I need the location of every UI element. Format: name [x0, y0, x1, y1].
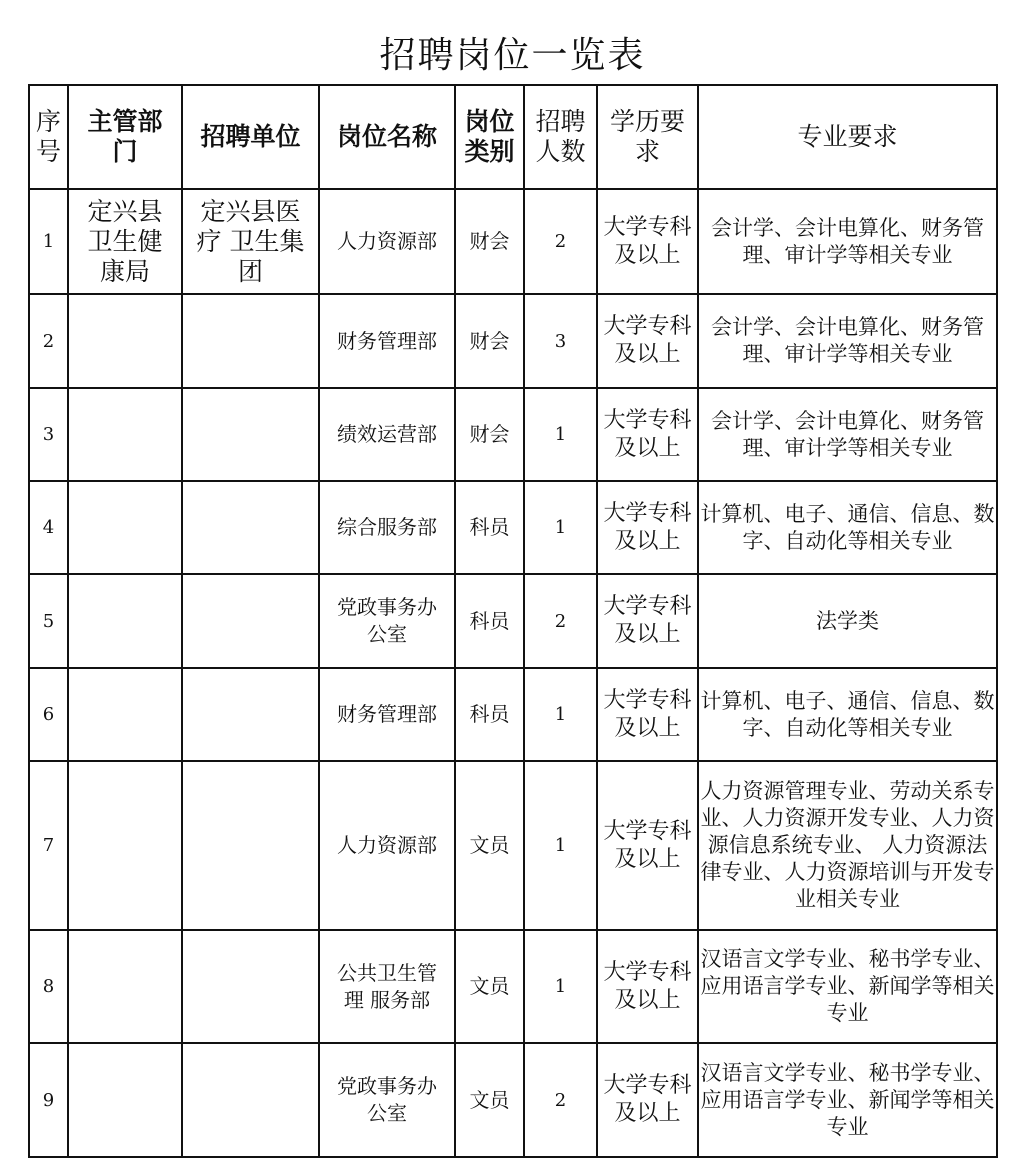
count-cell: 1 — [524, 668, 597, 761]
row-number: 7 — [29, 761, 68, 930]
header-category: 岗位类别 — [455, 85, 524, 189]
unit-cell: 定兴县医疗 卫生集团 — [182, 189, 319, 294]
unit-cell-empty — [182, 1043, 319, 1157]
education-cell: 大学专科 及以上 — [597, 668, 698, 761]
dept-cell-empty — [68, 930, 182, 1043]
major-cell: 人力资源管理专业、劳动关系专业、人力资源开发专业、人力资源信息系统专业、 人力资源法律专业、人力资源培训与开发专业相关专业 — [698, 761, 997, 930]
position-cell: 人力资源部 — [319, 189, 455, 294]
position-cell: 党政事务办公室 — [319, 574, 455, 668]
count-cell: 1 — [524, 481, 597, 574]
count-cell: 2 — [524, 1043, 597, 1157]
major-cell: 法学类 — [698, 574, 997, 668]
category-cell: 科员 — [455, 574, 524, 668]
table-row — [29, 574, 997, 668]
education-cell: 大学专科 及以上 — [597, 388, 698, 481]
unit-cell-empty — [182, 481, 319, 574]
dept-cell-empty — [68, 668, 182, 761]
category-cell: 财会 — [455, 294, 524, 388]
position-cell: 财务管理部 — [319, 294, 455, 388]
position-cell: 绩效运营部 — [319, 388, 455, 481]
dept-cell-empty — [68, 294, 182, 388]
category-cell: 科员 — [455, 668, 524, 761]
category-cell: 文员 — [455, 1043, 524, 1157]
unit-cell-empty — [182, 930, 319, 1043]
major-cell: 计算机、电子、通信、信息、数字、自动化等相关专业 — [698, 481, 997, 574]
major-cell: 汉语言文学专业、秘书学专业、应用语言学专业、新闻学等相关专业 — [698, 1043, 997, 1157]
count-cell: 3 — [524, 294, 597, 388]
education-cell: 大学专科 及以上 — [597, 189, 698, 294]
table-row — [29, 668, 997, 761]
table-row — [29, 761, 997, 930]
position-cell: 综合服务部 — [319, 481, 455, 574]
header-unit: 招聘单位 — [182, 85, 319, 189]
dept-cell-empty — [68, 574, 182, 668]
header-seq: 序号 — [29, 85, 68, 189]
table-row — [29, 481, 997, 574]
row-number: 6 — [29, 668, 68, 761]
education-cell: 大学专科 及以上 — [597, 574, 698, 668]
education-cell: 大学专科 及以上 — [597, 1043, 698, 1157]
education-cell: 大学专科 及以上 — [597, 930, 698, 1043]
table-row — [29, 189, 997, 294]
major-cell: 会计学、会计电算化、财务管理、审计学等相关专业 — [698, 294, 997, 388]
row-number: 5 — [29, 574, 68, 668]
row-number: 1 — [29, 189, 68, 294]
category-cell: 文员 — [455, 761, 524, 930]
header-count: 招聘人数 — [524, 85, 597, 189]
major-cell: 汉语言文学专业、秘书学专业、应用语言学专业、新闻学等相关专业 — [698, 930, 997, 1043]
table-row — [29, 1043, 997, 1157]
row-number: 9 — [29, 1043, 68, 1157]
table-row — [29, 294, 997, 388]
dept-cell-empty — [68, 481, 182, 574]
position-cell: 党政事务办公室 — [319, 1043, 455, 1157]
count-cell: 1 — [524, 930, 597, 1043]
count-cell: 1 — [524, 761, 597, 930]
category-cell: 财会 — [455, 189, 524, 294]
unit-cell-empty — [182, 294, 319, 388]
count-cell: 1 — [524, 388, 597, 481]
unit-cell-empty — [182, 388, 319, 481]
row-number: 3 — [29, 388, 68, 481]
count-cell: 2 — [524, 574, 597, 668]
header-dept: 主管部门 — [68, 85, 182, 189]
unit-cell-empty — [182, 668, 319, 761]
dept-cell-empty — [68, 1043, 182, 1157]
position-cell: 公共卫生管理 服务部 — [319, 930, 455, 1043]
category-cell: 文员 — [455, 930, 524, 1043]
position-cell: 财务管理部 — [319, 668, 455, 761]
major-cell: 计算机、电子、通信、信息、数字、自动化等相关专业 — [698, 668, 997, 761]
header-major: 专业要求 — [698, 85, 997, 189]
row-number: 4 — [29, 481, 68, 574]
education-cell: 大学专科 及以上 — [597, 761, 698, 930]
position-cell: 人力资源部 — [319, 761, 455, 930]
dept-cell: 定兴县卫生健康局 — [68, 189, 182, 294]
header-education: 学历要求 — [597, 85, 698, 189]
category-cell: 财会 — [455, 388, 524, 481]
major-cell: 会计学、会计电算化、财务管理、审计学等相关专业 — [698, 189, 997, 294]
header-position: 岗位名称 — [319, 85, 455, 189]
recruitment-table — [28, 84, 998, 1158]
dept-cell-empty — [68, 388, 182, 481]
row-number: 8 — [29, 930, 68, 1043]
table-row — [29, 930, 997, 1043]
table-row — [29, 388, 997, 481]
major-cell: 会计学、会计电算化、财务管理、审计学等相关专业 — [698, 388, 997, 481]
row-number: 2 — [29, 294, 68, 388]
education-cell: 大学专科 及以上 — [597, 481, 698, 574]
education-cell: 大学专科 及以上 — [597, 294, 698, 388]
page-title: 招聘岗位一览表 — [379, 35, 646, 76]
unit-cell-empty — [182, 761, 319, 930]
unit-cell-empty — [182, 574, 319, 668]
dept-cell-empty — [68, 761, 182, 930]
category-cell: 科员 — [455, 481, 524, 574]
count-cell: 2 — [524, 189, 597, 294]
header-row — [29, 85, 997, 189]
